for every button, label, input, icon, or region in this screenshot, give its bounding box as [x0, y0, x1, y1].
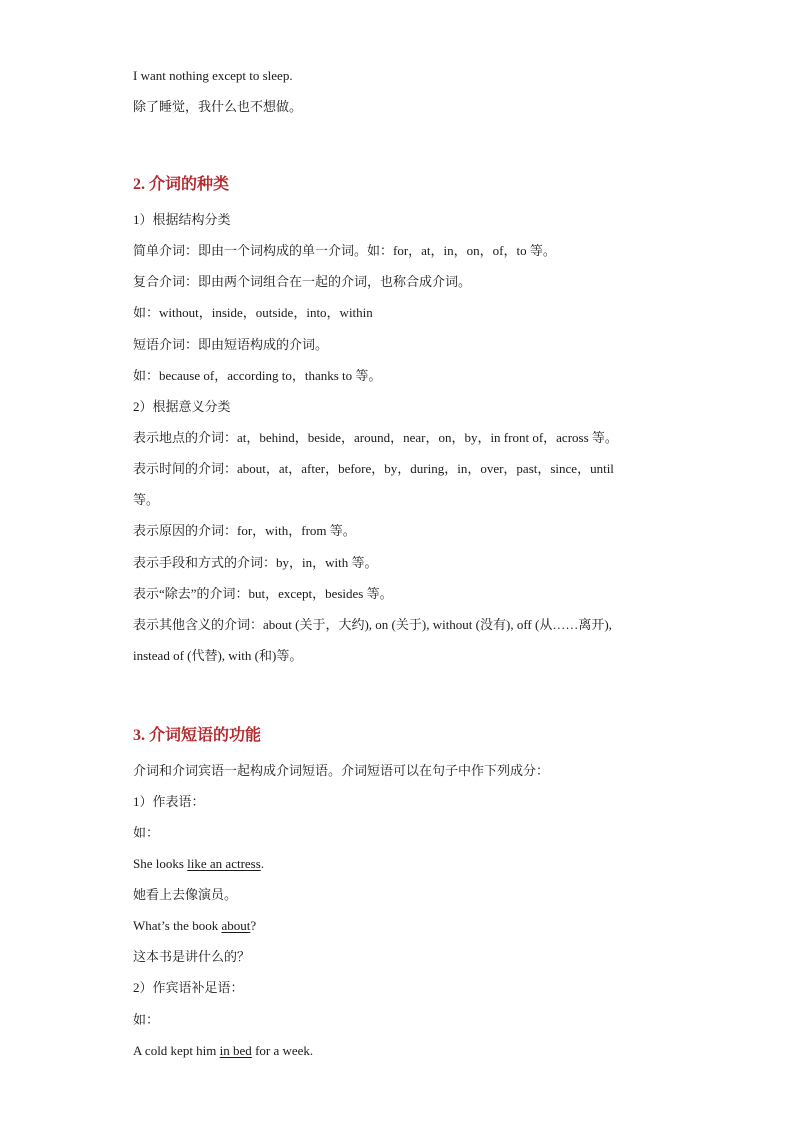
example-text: for a week.	[251, 1043, 314, 1058]
example-text: ?	[250, 918, 257, 933]
paragraph-phrasal-prepositions: 短语介词：即由短语构成的介词。	[133, 337, 329, 352]
paragraph-functions-intro: 介词和介词宾语一起构成介词短语。介词短语可以在句子中作下列成分：	[133, 763, 550, 778]
example-sentence-chinese: 这本书是讲什么的？	[133, 949, 251, 964]
example-sentence-english: I want nothing except to sleep.	[133, 68, 293, 83]
paragraph-simple-prepositions: 简单介词：即由一个词构成的单一介词。如：for，at，in，on，of，to 等。	[133, 243, 556, 258]
example-sentence-english	[133, 917, 256, 935]
example-sentence-chinese: 她看上去像演员。	[133, 887, 238, 902]
example-sentence-chinese: 除了睡觉，我什么也不想做。	[133, 99, 303, 114]
section-heading-functions: 3. 介词短语的功能	[133, 727, 262, 744]
paragraph-means-prepositions: 表示手段和方式的介词：by，in，with 等。	[133, 555, 378, 570]
example-text: What’s the book	[133, 918, 222, 933]
example-label: 如：	[133, 825, 160, 840]
paragraph-other-prepositions: 表示其他含义的介词：about (关于，大约), on (关于), without (没有), off (从……离开),	[133, 617, 612, 632]
example-text: A cold kept him	[133, 1043, 220, 1058]
underlined-phrase: like an actress	[187, 856, 261, 871]
example-text: .	[260, 856, 265, 871]
underlined-phrase: about	[221, 918, 251, 933]
example-sentence-english	[133, 1042, 313, 1060]
paragraph-place-prepositions: 表示地点的介词：at，behind，beside，around，near，on，by，in front of，across 等。	[133, 430, 618, 445]
example-sentence-english	[133, 855, 264, 873]
example-label: 如：	[133, 1012, 160, 1027]
paragraph-time-prepositions: 表示时间的介词：about，at，after，before，by，during，in，over，past，since，until	[133, 461, 614, 476]
subsection-by-meaning: 2）根据意义分类	[133, 399, 231, 414]
subsection-object-complement: 2）作宾语补足语：	[133, 980, 244, 995]
paragraph-time-prepositions-cont: 等。	[133, 492, 160, 507]
subsection-predicative: 1）作表语：	[133, 794, 205, 809]
underlined-phrase: in bed	[219, 1043, 252, 1058]
paragraph-phrasal-examples: 如：because of，according to，thanks to 等。	[133, 368, 382, 383]
section-heading-types: 2. 介词的种类	[133, 176, 230, 193]
paragraph-compound-prepositions: 复合介词：即由两个词组合在一起的介词，也称合成介词。	[133, 274, 472, 289]
example-text: She looks	[133, 856, 188, 871]
paragraph-other-prepositions-cont: instead of (代替), with (和)等。	[133, 648, 303, 663]
paragraph-cause-prepositions: 表示原因的介词：for，with，from 等。	[133, 523, 356, 538]
paragraph-compound-examples: 如：without，inside，outside，into，within	[133, 305, 373, 320]
paragraph-exception-prepositions: 表示“除去”的介词：but，except，besides 等。	[133, 586, 393, 601]
subsection-by-structure: 1）根据结构分类	[133, 212, 231, 227]
